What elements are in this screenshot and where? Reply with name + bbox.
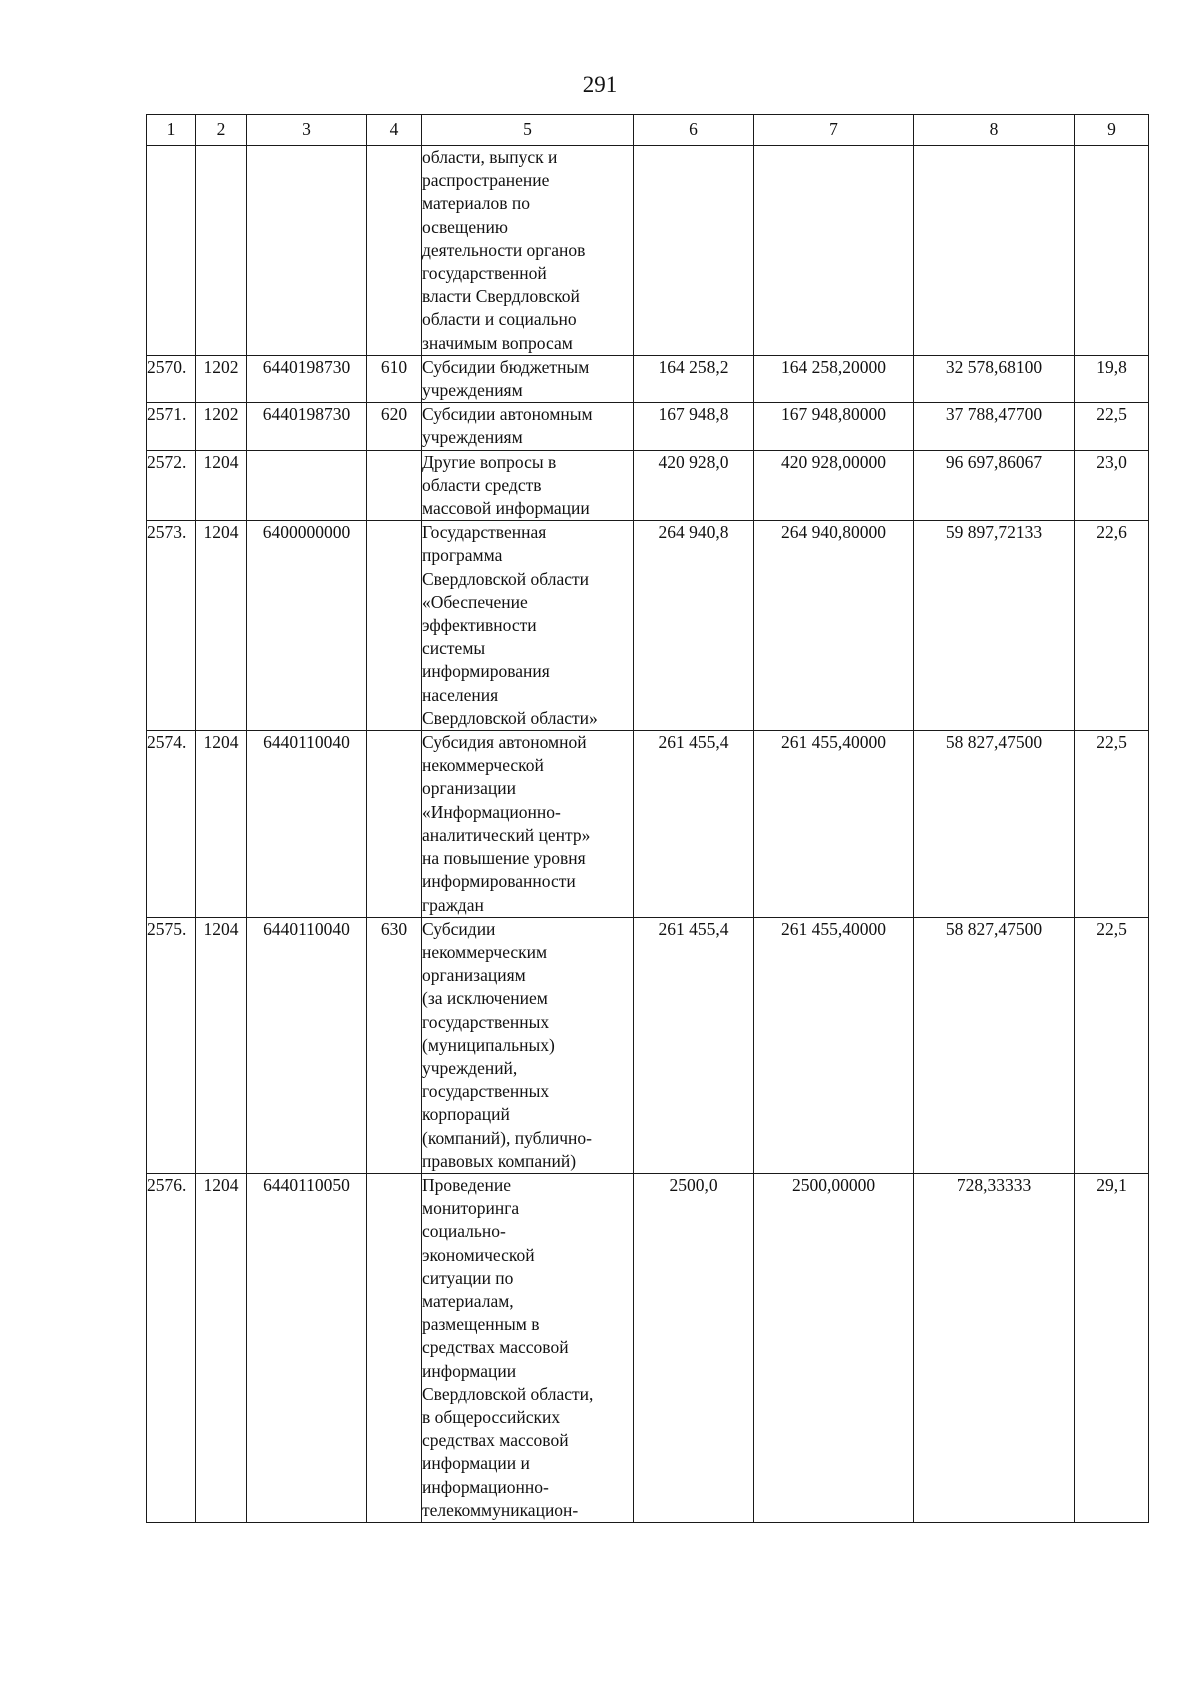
item-name-line: ситуации по (422, 1267, 514, 1288)
row-number-cell: 2575. (147, 917, 196, 1173)
expense-type-cell: 620 (367, 403, 422, 450)
value-col6-cell: 164 258,2 (634, 355, 754, 402)
item-name-cell (422, 521, 634, 731)
value-col9-cell: 29,1 (1075, 1173, 1149, 1522)
item-name-line: области, выпуск и (422, 147, 558, 167)
expense-type-cell (367, 146, 422, 356)
value-col6-cell: 2500,0 (634, 1173, 754, 1522)
item-name-line: (за исключением (422, 988, 548, 1009)
item-name-cell (422, 1173, 634, 1522)
value-col8-cell: 96 697,86067 (914, 450, 1075, 521)
value-col9-cell: 22,5 (1075, 917, 1149, 1173)
value-col9-cell (1075, 146, 1149, 356)
target-article-cell (247, 146, 367, 356)
table-row (147, 917, 1149, 1173)
section-code-cell: 1204 (196, 450, 247, 521)
section-code-cell: 1202 (196, 355, 247, 402)
expense-type-cell (367, 1173, 422, 1522)
item-name-line: Свердловской области, (422, 1383, 594, 1404)
target-article-cell: 6440110040 (247, 917, 367, 1173)
item-name-line: (компаний), публично- (422, 1127, 592, 1148)
budget-table (146, 114, 1149, 1523)
header-row (147, 115, 1149, 146)
value-col7-cell: 261 455,40000 (754, 731, 914, 918)
item-name-line: области и социально (422, 309, 577, 330)
value-col8-cell (914, 146, 1075, 356)
item-name-line: государственной (422, 263, 547, 284)
item-name-line: «Обеспечение (422, 591, 528, 612)
value-col7-cell: 264 940,80000 (754, 521, 914, 731)
expense-type-cell (367, 731, 422, 918)
item-name-line: организации (422, 778, 516, 799)
item-name-line: информационно- (422, 1476, 549, 1497)
value-col6-cell: 264 940,8 (634, 521, 754, 731)
item-name-line: программа (422, 545, 503, 566)
row-number-cell: 2572. (147, 450, 196, 521)
item-name-line: организациям (422, 965, 526, 986)
item-name-line: информации и (422, 1453, 530, 1474)
item-name-line: размещенным в (422, 1314, 540, 1335)
item-name-line: социально- (422, 1221, 506, 1242)
item-name-line: аналитический центр» (422, 824, 591, 845)
item-name-line: Государственная (422, 522, 547, 543)
section-code-cell: 1202 (196, 403, 247, 450)
value-col6-cell: 261 455,4 (634, 917, 754, 1173)
row-number-cell: 2570. (147, 355, 196, 402)
item-name-line: массовой информации (422, 498, 590, 519)
value-col7-cell: 164 258,20000 (754, 355, 914, 402)
row-number-cell: 2576. (147, 1173, 196, 1522)
item-name-line: корпораций (422, 1104, 510, 1125)
item-name-line: системы (422, 638, 486, 659)
value-col6-cell: 261 455,4 (634, 731, 754, 918)
header-cell: 2 (196, 115, 247, 146)
header-cell: 6 (634, 115, 754, 146)
value-col9-cell: 22,5 (1075, 731, 1149, 918)
section-code-cell: 1204 (196, 521, 247, 731)
row-number-cell: 2574. (147, 731, 196, 918)
item-name-line: власти Свердловской (422, 286, 580, 307)
value-col8-cell: 59 897,72133 (914, 521, 1075, 731)
item-name-line: некоммерческим (422, 941, 548, 962)
table-row (147, 521, 1149, 731)
expense-type-cell: 630 (367, 917, 422, 1173)
item-name-line: в общероссийских (422, 1406, 561, 1427)
value-col8-cell: 728,33333 (914, 1173, 1075, 1522)
expense-type-cell (367, 521, 422, 731)
value-col7-cell: 420 928,00000 (754, 450, 914, 521)
value-col7-cell: 2500,00000 (754, 1173, 914, 1522)
item-name-line: учреждениям (422, 427, 523, 448)
row-number-cell: 2573. (147, 521, 196, 731)
target-article-cell: 6400000000 (247, 521, 367, 731)
table-row (147, 731, 1149, 918)
item-name-line: учреждениям (422, 380, 523, 401)
item-name-line: на повышение уровня (422, 848, 586, 869)
row-number-cell (147, 146, 196, 356)
item-name-line: информированности (422, 871, 576, 892)
item-name-line: Свердловской области (422, 568, 590, 589)
item-name-line: средствах массовой (422, 1337, 569, 1358)
expense-type-cell: 610 (367, 355, 422, 402)
item-name-line: государственных (422, 1011, 550, 1032)
item-name-line: распространение (422, 170, 550, 191)
expense-type-cell (367, 450, 422, 521)
item-name-line: государственных (422, 1081, 550, 1102)
table-body (147, 146, 1149, 1523)
table-row (147, 450, 1149, 521)
target-article-cell: 6440110040 (247, 731, 367, 918)
item-name-line: Субсидии (422, 918, 496, 939)
table-row (147, 403, 1149, 450)
value-col8-cell: 58 827,47500 (914, 917, 1075, 1173)
item-name-cell (422, 917, 634, 1173)
item-name-cell (422, 450, 634, 521)
item-name-line: информирования (422, 661, 550, 682)
item-name-cell (422, 355, 634, 402)
header-cell: 1 (147, 115, 196, 146)
target-article-cell: 6440198730 (247, 355, 367, 402)
value-col9-cell: 23,0 (1075, 450, 1149, 521)
target-article-cell (247, 450, 367, 521)
value-col6-cell: 167 948,8 (634, 403, 754, 450)
target-article-cell: 6440198730 (247, 403, 367, 450)
value-col7-cell: 261 455,40000 (754, 917, 914, 1173)
item-name-line: Субсидия автономной (422, 732, 587, 753)
section-code-cell (196, 146, 247, 356)
section-code-cell: 1204 (196, 731, 247, 918)
item-name-line: освещению (422, 216, 508, 237)
value-col8-cell: 32 578,68100 (914, 355, 1075, 402)
value-col9-cell: 22,5 (1075, 403, 1149, 450)
item-name-line: деятельности органов (422, 239, 586, 260)
item-name-line: средствах массовой (422, 1430, 569, 1451)
item-name-line: Другие вопросы в (422, 451, 557, 472)
item-name-line: Субсидии автономным (422, 404, 593, 425)
section-code-cell: 1204 (196, 917, 247, 1173)
item-name-line: «Информационно- (422, 801, 561, 822)
item-name-line: мониторинга (422, 1198, 520, 1219)
page-number: 291 (582, 72, 618, 97)
value-col6-cell: 420 928,0 (634, 450, 754, 521)
value-col7-cell (754, 146, 914, 356)
value-col8-cell: 58 827,47500 (914, 731, 1075, 918)
item-name-line: экономической (422, 1244, 535, 1265)
item-name-cell (422, 731, 634, 918)
item-name-line: эффективности (422, 615, 537, 636)
header-cell: 5 (422, 115, 634, 146)
header-cell: 4 (367, 115, 422, 146)
table-row (147, 146, 1149, 356)
item-name-line: (муниципальных) (422, 1034, 555, 1055)
item-name-line: материалов по (422, 193, 530, 214)
item-name-line: Проведение (422, 1174, 512, 1195)
item-name-line: телекоммуникацион- (422, 1499, 579, 1520)
item-name-line: граждан (422, 894, 484, 915)
item-name-line: Свердловской области» (422, 707, 598, 728)
value-col7-cell: 167 948,80000 (754, 403, 914, 450)
item-name-line: учреждений, (422, 1057, 518, 1078)
item-name-line: материалам, (422, 1290, 514, 1311)
value-col9-cell: 19,8 (1075, 355, 1149, 402)
table-row (147, 1173, 1149, 1522)
table-row (147, 355, 1149, 402)
value-col9-cell: 22,6 (1075, 521, 1149, 731)
item-name-line: населения (422, 684, 499, 705)
header-cell: 9 (1075, 115, 1149, 146)
row-number-cell: 2571. (147, 403, 196, 450)
item-name-cell (422, 403, 634, 450)
value-col8-cell: 37 788,47700 (914, 403, 1075, 450)
item-name-line: некоммерческой (422, 755, 544, 776)
header-cell: 8 (914, 115, 1075, 146)
section-code-cell: 1204 (196, 1173, 247, 1522)
value-col6-cell (634, 146, 754, 356)
item-name-cell (422, 146, 634, 356)
item-name-line: Субсидии бюджетным (422, 356, 590, 377)
header-cell: 3 (247, 115, 367, 146)
item-name-line: значимым вопросам (422, 332, 573, 353)
target-article-cell: 6440110050 (247, 1173, 367, 1522)
item-name-line: информации (422, 1360, 517, 1381)
header-cell: 7 (754, 115, 914, 146)
item-name-line: правовых компаний) (422, 1150, 577, 1171)
item-name-line: области средств (422, 474, 542, 495)
